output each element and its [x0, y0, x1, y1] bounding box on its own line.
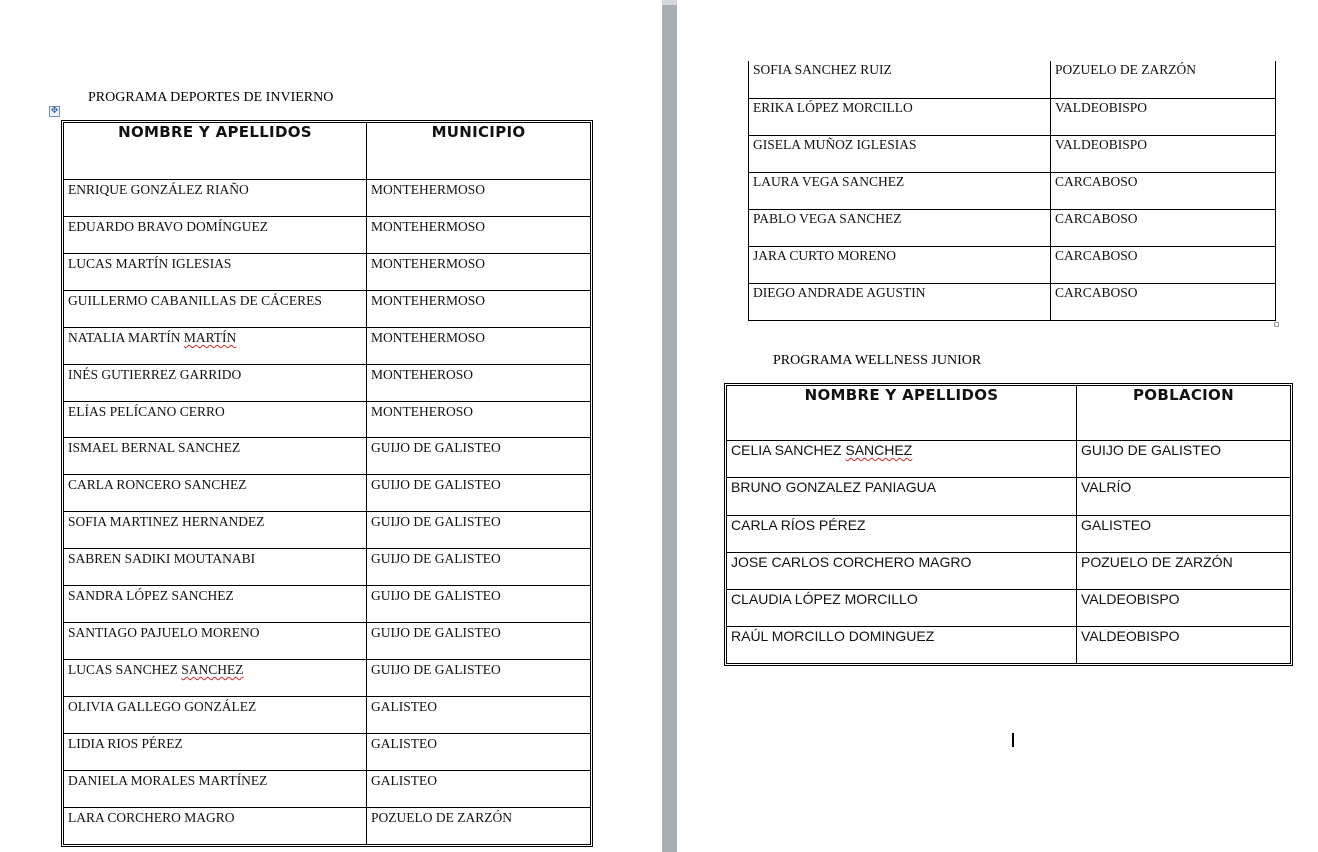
name-cell[interactable]: SOFIA MARTINEZ HERNANDEZ [64, 512, 367, 549]
table-row [64, 808, 591, 845]
winter-program-table[interactable] [63, 122, 591, 845]
spelling-error-mark[interactable]: SANCHEZ [845, 442, 913, 458]
name-cell[interactable]: CARLA RÍOS PÉREZ [727, 516, 1077, 553]
place-cell[interactable]: VALDEOBISPO [1077, 627, 1291, 664]
table-header-row [64, 123, 591, 180]
table-row [727, 478, 1291, 516]
name-cell[interactable]: ELÍAS PELÍCANO CERRO [64, 402, 367, 438]
table-row [727, 590, 1291, 627]
place-cell[interactable]: VALDEOBISPO [1077, 590, 1291, 627]
name-cell[interactable]: SANDRA LÓPEZ SANCHEZ [64, 586, 367, 623]
table-header-row [727, 386, 1291, 441]
name-cell[interactable]: INÉS GUTIERREZ GARRIDO [64, 365, 367, 402]
table-row [64, 771, 591, 808]
table-row [749, 98, 1276, 135]
name-cell[interactable]: SANTIAGO PAJUELO MORENO [64, 623, 367, 660]
place-cell[interactable]: GALISTEO [367, 734, 591, 771]
table-row [64, 475, 591, 512]
table-row [64, 660, 591, 697]
table-row [749, 246, 1276, 283]
table-row [749, 172, 1276, 209]
name-cell[interactable]: DANIELA MORALES MARTÍNEZ [64, 771, 367, 808]
move-icon[interactable]: ✥ [50, 106, 59, 116]
column-header-place[interactable]: POBLACION [1077, 386, 1291, 441]
name-cell[interactable]: BRUNO GONZALEZ PANIAGUA [727, 478, 1077, 516]
name-cell[interactable]: CELIA SANCHEZ SANCHEZ [727, 441, 1077, 478]
table-row [64, 438, 591, 475]
name-cell[interactable]: CARLA RONCERO SANCHEZ [64, 475, 367, 512]
place-cell[interactable]: GUIJO DE GALISTEO [367, 512, 591, 549]
name-cell[interactable]: SOFIA SANCHEZ RUIZ [749, 61, 1051, 98]
place-cell[interactable]: VALDEOBISPO [1051, 135, 1276, 172]
place-cell[interactable]: MONTEHERMOSO [367, 217, 591, 254]
name-cell[interactable]: ERIKA LÓPEZ MORCILLO [749, 98, 1051, 135]
place-cell[interactable]: GUIJO DE GALISTEO [367, 586, 591, 623]
table-row [64, 697, 591, 734]
place-cell[interactable]: GUIJO DE GALISTEO [367, 623, 591, 660]
place-cell[interactable]: CARCABOSO [1051, 283, 1276, 320]
name-cell[interactable]: RAÚL MORCILLO DOMINGUEZ [727, 627, 1077, 664]
column-header-place[interactable]: MUNICIPIO [367, 123, 591, 180]
table-row [64, 734, 591, 771]
name-cell[interactable]: LUCAS MARTÍN IGLESIAS [64, 254, 367, 291]
heading-wellness-program: PROGRAMA WELLNESS JUNIOR [773, 353, 982, 368]
name-cell[interactable]: DIEGO ANDRADE AGUSTIN [749, 283, 1051, 320]
table-row [64, 180, 591, 217]
name-cell[interactable]: JOSE CARLOS CORCHERO MAGRO [727, 553, 1077, 590]
place-cell[interactable]: MONTEHERMOSO [367, 254, 591, 291]
place-cell[interactable]: CARCABOSO [1051, 172, 1276, 209]
table-row [749, 135, 1276, 172]
place-cell[interactable]: MONTEHERMOSO [367, 291, 591, 328]
name-cell[interactable]: LARA CORCHERO MAGRO [64, 808, 367, 845]
place-cell[interactable]: GUIJO DE GALISTEO [367, 438, 591, 475]
table-row [64, 402, 591, 438]
place-cell[interactable]: GALISTEO [367, 697, 591, 734]
document-page-right[interactable] [677, 0, 1318, 852]
place-cell[interactable]: CARCABOSO [1051, 246, 1276, 283]
place-cell[interactable]: CARCABOSO [1051, 209, 1276, 246]
place-cell[interactable]: GALISTEO [367, 771, 591, 808]
name-cell[interactable]: EDUARDO BRAVO DOMÍNGUEZ [64, 217, 367, 254]
place-cell[interactable]: GALISTEO [1077, 516, 1291, 553]
name-cell[interactable]: LUCAS SANCHEZ SANCHEZ [64, 660, 367, 697]
name-cell[interactable]: GUILLERMO CABANILLAS DE CÁCERES [64, 291, 367, 328]
place-cell[interactable]: VALDEOBISPO [1051, 98, 1276, 135]
place-cell[interactable]: POZUELO DE ZARZÓN [367, 808, 591, 845]
table-row [64, 217, 591, 254]
place-cell[interactable]: MONTEHERMOSO [367, 180, 591, 217]
name-cell[interactable]: CLAUDIA LÓPEZ MORCILLO [727, 590, 1077, 627]
table-row [749, 209, 1276, 246]
table-row [64, 512, 591, 549]
table-row [64, 586, 591, 623]
name-cell[interactable]: JARA CURTO MORENO [749, 246, 1051, 283]
column-header-name[interactable]: NOMBRE Y APELLIDOS [64, 123, 367, 180]
place-cell[interactable]: GUIJO DE GALISTEO [1077, 441, 1291, 478]
place-cell[interactable]: GUIJO DE GALISTEO [367, 660, 591, 697]
table-row [64, 254, 591, 291]
table-row [64, 549, 591, 586]
heading-winter-program: PROGRAMA DEPORTES DE INVIERNO [88, 90, 334, 105]
name-cell[interactable]: ISMAEL BERNAL SANCHEZ [64, 438, 367, 475]
spelling-error-mark[interactable]: MARTÍN [183, 330, 237, 345]
table-row [727, 441, 1291, 478]
table-row [64, 328, 591, 365]
name-cell[interactable]: LAURA VEGA SANCHEZ [749, 172, 1051, 209]
place-cell[interactable]: POZUELO DE ZARZÓN [1077, 553, 1291, 590]
place-cell[interactable]: MONTEHEROSO [367, 365, 591, 402]
table-row [749, 61, 1276, 98]
name-cell[interactable]: LIDIA RIOS PÉREZ [64, 734, 367, 771]
place-cell[interactable]: POZUELO DE ZARZÓN [1051, 61, 1276, 98]
name-cell[interactable]: NATALIA MARTÍN MARTÍN [64, 328, 367, 365]
table-row [727, 553, 1291, 590]
place-cell[interactable]: GUIJO DE GALISTEO [367, 549, 591, 586]
table-row [749, 283, 1276, 320]
column-header-name[interactable]: NOMBRE Y APELLIDOS [727, 386, 1077, 441]
name-cell[interactable]: ENRIQUE GONZÁLEZ RIAÑO [64, 180, 367, 217]
table-row [727, 627, 1291, 664]
table-resize-handle[interactable] [1274, 322, 1279, 327]
place-cell[interactable]: MONTEHEROSO [367, 402, 591, 438]
table-row [727, 516, 1291, 553]
name-cell[interactable]: SABREN SADIKI MOUTANABI [64, 549, 367, 586]
name-cell[interactable]: GISELA MUÑOZ IGLESIAS [749, 135, 1051, 172]
wellness-program-table[interactable] [726, 385, 1291, 664]
table-row [64, 623, 591, 660]
text-cursor [1012, 733, 1014, 747]
table-row [64, 365, 591, 402]
name-cell[interactable]: PABLO VEGA SANCHEZ [749, 209, 1051, 246]
winter-program-table-continued[interactable] [748, 61, 1276, 321]
name-cell[interactable]: OLIVIA GALLEGO GONZÁLEZ [64, 697, 367, 734]
spelling-error-mark[interactable]: SANCHEZ [181, 662, 244, 677]
place-cell[interactable]: MONTEHERMOSO [367, 328, 591, 365]
place-cell[interactable]: GUIJO DE GALISTEO [367, 475, 591, 512]
place-cell[interactable]: VALRÍO [1077, 478, 1291, 516]
table-row [64, 291, 591, 328]
